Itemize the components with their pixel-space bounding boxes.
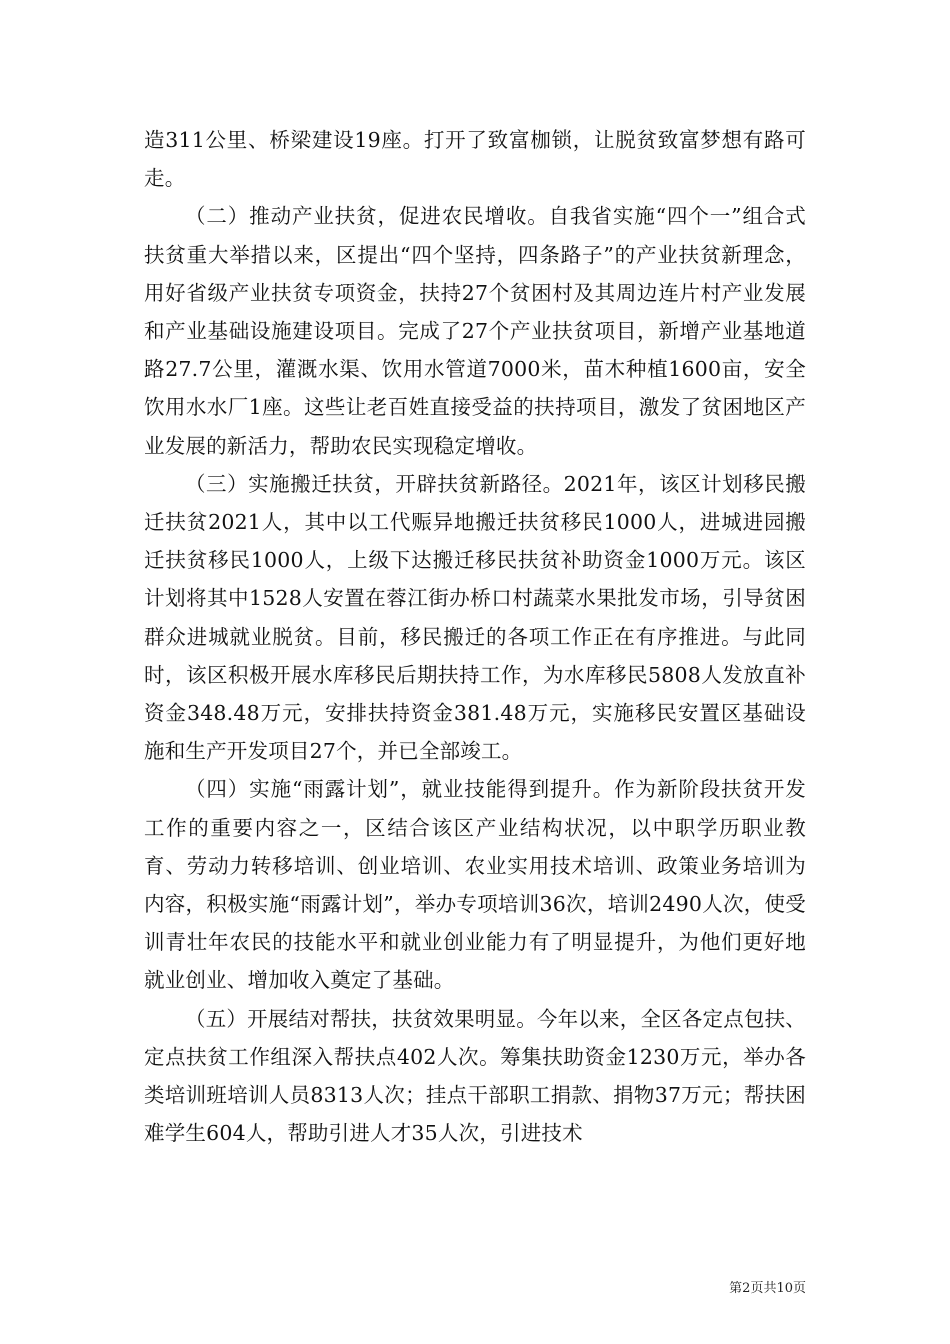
- document-body: [144, 121, 806, 1152]
- page-number-footer: 第2页共10页: [729, 1281, 806, 1296]
- paragraph-relocation-poverty-relief: （三）实施搬迁扶贫，开辟扶贫新路径。2021年，该区计划移民搬迁扶贫2021人，其中以工代赈异地搬迁扶贫移民1000人，进城进园搬迁扶贫移民1000人，上级下达搬迁移民扶贫补助资金1000万元。该区计划将其中1528人安置在蓉江街办桥口村蔬菜水果批发市场，引导贫困群众进城就业脱贫。目前，移民搬迁的各项工作正在有序推进。与此同时，该区积极开展水库移民后期扶持工作，为水库移民5808人发放直补资金348.48万元，安排扶持资金381.48万元，实施移民安置区基础设施和生产开发项目27个，并已全部竣工。: [144, 471, 806, 764]
- paragraph-continued: 造311公里、桥梁建设19座。打开了致富枷锁，让脱贫致富梦想有路可走。: [144, 128, 806, 191]
- paragraph-rain-dew-plan: （四）实施“雨露计划”，就业技能得到提升。作为新阶段扶贫开发工作的重要内容之一，区结合该区产业结构状况，以中职学历职业教育、劳动力转移培训、创业培训、农业实用技术培训、政策业务培训为内容，积极实施“雨露计划”，举办专项培训36次，培训2490人次，使受训青壮年农民的技能水平和就业创业能力有了明显提升，为他们更好地就业创业、增加收入奠定了基础。: [144, 777, 806, 993]
- paragraph-paired-assistance: （五）开展结对帮扶，扶贫效果明显。今年以来，全区各定点包扶、定点扶贫工作组深入帮扶点402人次。筹集扶助资金1230万元，举办各类培训班培训人员8313人次；挂点干部职工捐款、捐物37万元；帮扶困难学生604人，帮助引进人才35人次，引进技术: [144, 1006, 806, 1146]
- paragraph-industry-poverty-relief: （二）推动产业扶贫，促进农民增收。自我省实施“四个一”组合式扶贫重大举措以来，区提出“四个坚持，四条路子”的产业扶贫新理念，用好省级产业扶贫专项资金，扶持27个贫困村及其周边连片村产业发展和产业基础设施建设项目。完成了27个产业扶贫项目，新增产业基地道路27.7公里，灌溉水渠、饮用水管道7000米，苗木种植1600亩，安全饮用水水厂1座。这些让老百姓直接受益的扶持项目，激发了贫困地区产业发展的新活力，帮助农民实现稳定增收。: [144, 204, 806, 458]
